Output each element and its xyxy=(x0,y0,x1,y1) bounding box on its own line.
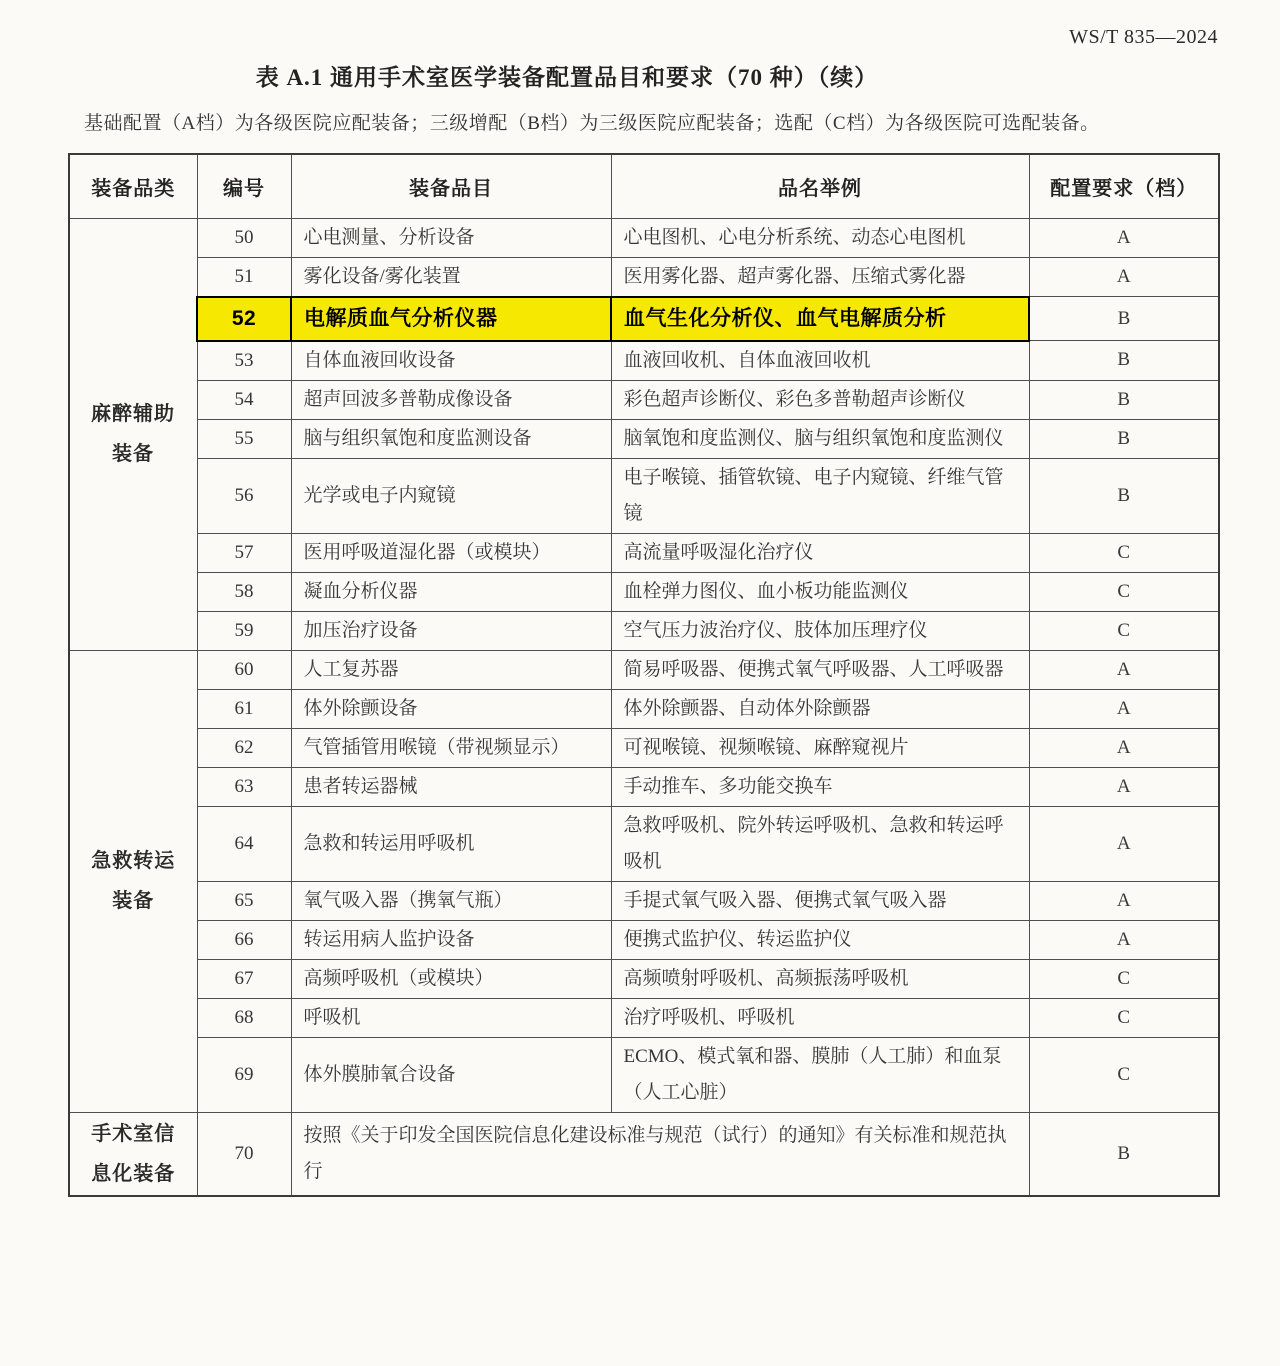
row-no: 60 xyxy=(197,650,291,689)
table-row xyxy=(69,458,1219,533)
row-item: 体外除颤设备 xyxy=(291,689,611,728)
row-no: 58 xyxy=(197,572,291,611)
row-grade: B xyxy=(1029,458,1219,533)
row-examples: 心电图机、心电分析系统、动态心电图机 xyxy=(611,218,1029,257)
table-row xyxy=(69,380,1219,419)
row-examples: 空气压力波治疗仪、肢体加压理疗仪 xyxy=(611,611,1029,650)
category-label-line: 装备 xyxy=(112,443,154,465)
row-no: 61 xyxy=(197,689,291,728)
row-item: 心电测量、分析设备 xyxy=(291,218,611,257)
table-row xyxy=(69,611,1219,650)
row-no: 57 xyxy=(197,533,291,572)
category-cell-or-informatization xyxy=(69,1112,197,1196)
table-row-highlighted xyxy=(69,297,1219,341)
row-item: 加压治疗设备 xyxy=(291,611,611,650)
row-grade: C xyxy=(1029,959,1219,998)
row-item: 患者转运器械 xyxy=(291,767,611,806)
row-examples: 血气生化分析仪、血气电解质分析 xyxy=(611,297,1029,341)
table-row xyxy=(69,1037,1219,1112)
row-no: 70 xyxy=(197,1112,291,1196)
row-examples: 简易呼吸器、便携式氧气呼吸器、人工呼吸器 xyxy=(611,650,1029,689)
row-grade: A xyxy=(1029,650,1219,689)
row-examples: 便携式监护仪、转运监护仪 xyxy=(611,920,1029,959)
row-item: 雾化设备/雾化装置 xyxy=(291,257,611,297)
table-row xyxy=(69,767,1219,806)
row-item: 医用呼吸道湿化器（或模块） xyxy=(291,533,611,572)
row-item: 转运用病人监护设备 xyxy=(291,920,611,959)
row-grade: C xyxy=(1029,1037,1219,1112)
header-category: 装备品类 xyxy=(69,154,197,218)
row-item: 电解质血气分析仪器 xyxy=(291,297,611,341)
category-label-line: 息化装备 xyxy=(91,1162,176,1185)
row-item: 呼吸机 xyxy=(291,998,611,1037)
row-item: 光学或电子内窥镜 xyxy=(291,458,611,533)
row-no: 51 xyxy=(197,257,291,297)
row-no: 54 xyxy=(197,380,291,419)
category-cell-emergency-transport xyxy=(69,650,197,1112)
row-no: 55 xyxy=(197,419,291,458)
row-examples: 医用雾化器、超声雾化器、压缩式雾化器 xyxy=(611,257,1029,297)
row-no: 67 xyxy=(197,959,291,998)
row-no: 62 xyxy=(197,728,291,767)
row-grade: A xyxy=(1029,218,1219,257)
row-no: 63 xyxy=(197,767,291,806)
header-number: 编号 xyxy=(197,154,291,218)
row-grade: A xyxy=(1029,257,1219,297)
table-row xyxy=(69,218,1219,257)
table-row xyxy=(69,572,1219,611)
row-grade: B xyxy=(1029,380,1219,419)
table-row xyxy=(69,341,1219,381)
row-examples: 电子喉镜、插管软镜、电子内窥镜、纤维气管镜 xyxy=(611,458,1029,533)
row-grade: A xyxy=(1029,728,1219,767)
table-note: 基础配置（A档）为各级医院应配装备；三级增配（B档）为三级医院应配装备；选配（C档）为各级医院可选配装备。 xyxy=(84,113,1100,134)
row-no: 50 xyxy=(197,218,291,257)
table-row xyxy=(69,257,1219,297)
row-item: 超声回波多普勒成像设备 xyxy=(291,380,611,419)
table-row xyxy=(69,728,1219,767)
row-examples: 高流量呼吸湿化治疗仪 xyxy=(611,533,1029,572)
row-item: 氧气吸入器（携氧气瓶） xyxy=(291,881,611,920)
row-grade: C xyxy=(1029,611,1219,650)
row-grade: C xyxy=(1029,572,1219,611)
row-grade: C xyxy=(1029,998,1219,1037)
category-label-line: 急救转运 xyxy=(91,850,176,872)
table-row xyxy=(69,920,1219,959)
row-no: 52 xyxy=(197,297,291,341)
row-examples: 彩色超声诊断仪、彩色多普勒超声诊断仪 xyxy=(611,380,1029,419)
row-no: 68 xyxy=(197,998,291,1037)
row-examples: 血液回收机、自体血液回收机 xyxy=(611,341,1029,381)
row-examples: 手提式氧气吸入器、便携式氧气吸入器 xyxy=(611,881,1029,920)
row-grade: A xyxy=(1029,806,1219,881)
table-row xyxy=(69,533,1219,572)
category-cell-anesthesia xyxy=(69,218,197,650)
header-requirement: 配置要求（档） xyxy=(1029,154,1219,218)
table-row xyxy=(69,419,1219,458)
table-row xyxy=(69,650,1219,689)
row-no: 56 xyxy=(197,458,291,533)
equipment-table xyxy=(68,153,1220,1197)
row-examples: 血栓弹力图仪、血小板功能监测仪 xyxy=(611,572,1029,611)
row-item: 脑与组织氧饱和度监测设备 xyxy=(291,419,611,458)
category-label-line: 手术室信 xyxy=(91,1122,176,1145)
row-item: 气管插管用喉镜（带视频显示） xyxy=(291,728,611,767)
row-no: 66 xyxy=(197,920,291,959)
row-item: 人工复苏器 xyxy=(291,650,611,689)
header-row xyxy=(69,154,1219,218)
row-no: 53 xyxy=(197,341,291,381)
row-no: 64 xyxy=(197,806,291,881)
table-row xyxy=(69,998,1219,1037)
row-item: 自体血液回收设备 xyxy=(291,341,611,381)
header-item: 装备品目 xyxy=(291,154,611,218)
row-no: 65 xyxy=(197,881,291,920)
row-grade: B xyxy=(1029,419,1219,458)
row-examples: 高频喷射呼吸机、高频振荡呼吸机 xyxy=(611,959,1029,998)
row-item: 急救和转运用呼吸机 xyxy=(291,806,611,881)
row-grade: C xyxy=(1029,533,1219,572)
row-grade: A xyxy=(1029,920,1219,959)
row-grade: B xyxy=(1029,341,1219,381)
row-merged-text: 按照《关于印发全国医院信息化建设标准与规范（试行）的通知》有关标准和规范执行 xyxy=(291,1112,1029,1196)
row-item: 高频呼吸机（或模块） xyxy=(291,959,611,998)
row-no: 59 xyxy=(197,611,291,650)
header-examples: 品名举例 xyxy=(611,154,1029,218)
row-grade: A xyxy=(1029,689,1219,728)
row-examples: 手动推车、多功能交换车 xyxy=(611,767,1029,806)
page-title: 表 A.1 通用手术室医学装备配置品目和要求（70 种）（续） xyxy=(255,65,879,90)
row-examples: 急救呼吸机、院外转运呼吸机、急救和转运呼吸机 xyxy=(611,806,1029,881)
row-examples: 脑氧饱和度监测仪、脑与组织氧饱和度监测仪 xyxy=(611,419,1029,458)
row-grade: A xyxy=(1029,881,1219,920)
row-examples: 治疗呼吸机、呼吸机 xyxy=(611,998,1029,1037)
row-item: 凝血分析仪器 xyxy=(291,572,611,611)
table-row xyxy=(69,881,1219,920)
table-row xyxy=(69,959,1219,998)
standard-code: WS/T 835—2024 xyxy=(1069,26,1218,48)
row-grade: B xyxy=(1029,297,1219,341)
category-label-line: 装备 xyxy=(112,890,155,912)
category-label-line: 麻醉辅助 xyxy=(91,403,175,425)
row-grade: A xyxy=(1029,767,1219,806)
row-grade: B xyxy=(1029,1112,1219,1196)
row-examples: 可视喉镜、视频喉镜、麻醉窥视片 xyxy=(611,728,1029,767)
row-examples: ECMO、模式氧和器、膜肺（人工肺）和血泵（人工心脏） xyxy=(611,1037,1029,1112)
row-examples: 体外除颤器、自动体外除颤器 xyxy=(611,689,1029,728)
table-row xyxy=(69,1112,1219,1196)
row-item: 体外膜肺氧合设备 xyxy=(291,1037,611,1112)
table-row xyxy=(69,806,1219,881)
table-row xyxy=(69,689,1219,728)
row-no: 69 xyxy=(197,1037,291,1112)
